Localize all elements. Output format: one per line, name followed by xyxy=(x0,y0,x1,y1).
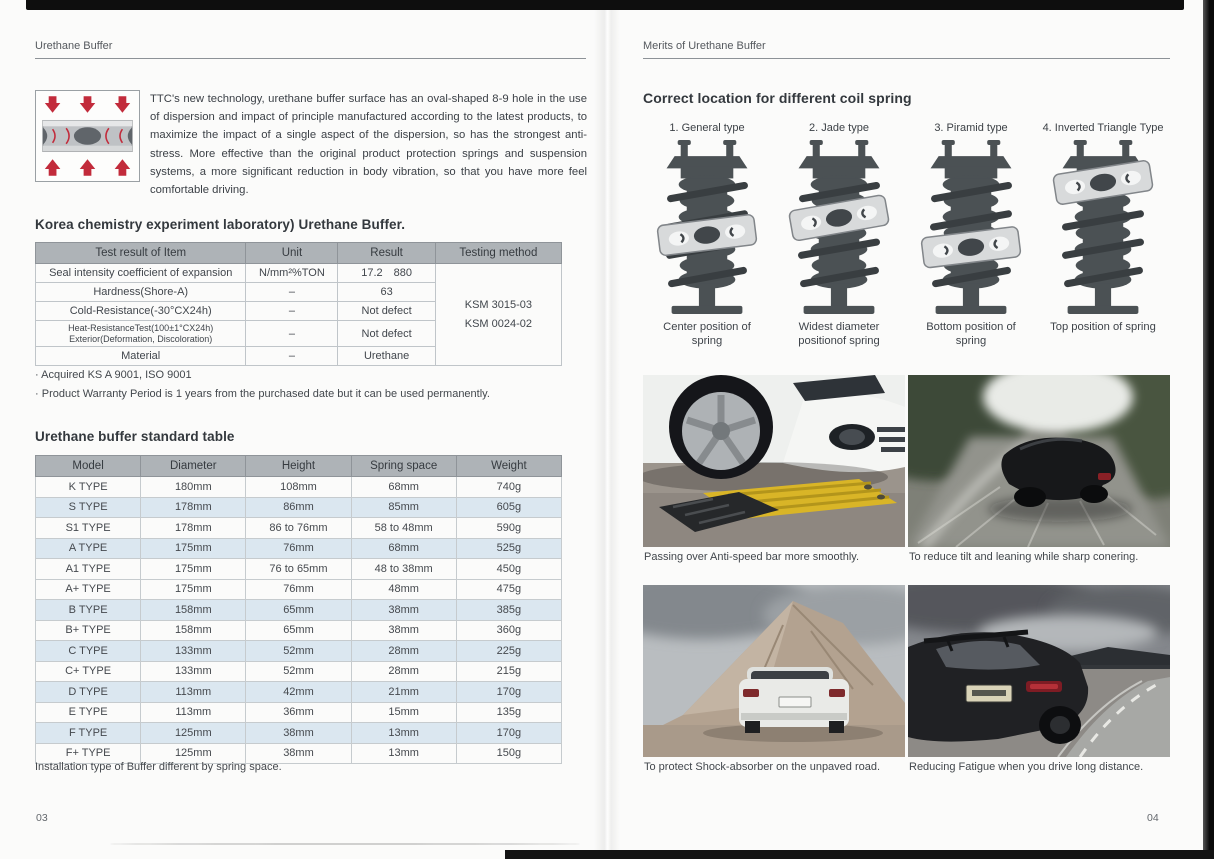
cell-diameter: 178mm xyxy=(141,518,246,539)
cell-height: 36mm xyxy=(246,702,351,723)
cell-diameter: 125mm xyxy=(141,723,246,744)
cell-model: S1 TYPE xyxy=(36,518,141,539)
table-row xyxy=(36,518,562,539)
spring-type-jade xyxy=(773,122,905,348)
photo-cell-speed-bump xyxy=(643,375,905,585)
photo-unpaved-road xyxy=(643,585,905,757)
cell-spring-space: 15mm xyxy=(351,702,456,723)
cell-height: 52mm xyxy=(246,641,351,662)
cell-spring-space: 85mm xyxy=(351,497,456,518)
page-number-left: 03 xyxy=(36,812,48,824)
table-row xyxy=(36,702,562,723)
cell-model: F TYPE xyxy=(36,723,141,744)
cell-model: A TYPE xyxy=(36,538,141,559)
photo-caption: To protect Shock-absorber on the unpaved road. xyxy=(644,761,881,773)
cell-diameter: 158mm xyxy=(141,600,246,621)
cell-spring-space: 38mm xyxy=(351,620,456,641)
table-row xyxy=(36,477,562,498)
cell-diameter: 113mm xyxy=(141,702,246,723)
spring-type-caption: Center position of spring xyxy=(663,321,751,347)
table-row xyxy=(36,620,562,641)
cell-diameter: 178mm xyxy=(141,497,246,518)
coil-spring-section-title: Correct location for different coil spring xyxy=(643,90,912,106)
cell-weight: 740g xyxy=(456,477,561,498)
buffer-cross-section-icon xyxy=(39,94,136,178)
table-row xyxy=(36,723,562,744)
cell-unit: – xyxy=(246,347,338,366)
cell-result: Not defect xyxy=(338,321,435,347)
col-weight: Weight xyxy=(456,456,561,477)
cell-height: 86mm xyxy=(246,497,351,518)
cell-diameter: 133mm xyxy=(141,661,246,682)
cell-model: A1 TYPE xyxy=(36,559,141,580)
cell-weight: 590g xyxy=(456,518,561,539)
cell-height: 42mm xyxy=(246,682,351,703)
spring-type-caption: Widest diameter positionof spring xyxy=(798,321,880,347)
cell-unit: – xyxy=(246,283,338,302)
cell-model: C TYPE xyxy=(36,641,141,662)
cell-spring-space: 58 to 48mm xyxy=(351,518,456,539)
cell-spring-space: 68mm xyxy=(351,477,456,498)
cell-weight: 170g xyxy=(456,723,561,744)
spring-type-label: 2. Jade type xyxy=(809,122,869,134)
col-diameter: Diameter xyxy=(141,456,246,477)
cell-unit: N/mm²%TON xyxy=(246,264,338,283)
right-running-head: Merits of Urethane Buffer xyxy=(643,40,1170,59)
cell-height: 76mm xyxy=(246,579,351,600)
buffer-diagram xyxy=(35,90,140,182)
cell-model: D TYPE xyxy=(36,682,141,703)
spring-type-label: 3. Piramid type xyxy=(934,122,1008,134)
spring-jade-illustration xyxy=(778,140,900,318)
photo-cell-unpaved-road xyxy=(643,585,905,795)
cell-weight: 450g xyxy=(456,559,561,580)
cell-spring-space: 13mm xyxy=(351,743,456,764)
spring-type-caption: Bottom position of spring xyxy=(926,321,1016,347)
col-item: Test result of Item xyxy=(36,243,246,264)
table-row xyxy=(36,497,562,518)
col-model: Model xyxy=(36,456,141,477)
cell-model: E TYPE xyxy=(36,702,141,723)
table-header-row xyxy=(36,456,562,477)
spring-inverted-triangle-illustration xyxy=(1042,140,1164,318)
page-gutter xyxy=(594,10,620,850)
cell-weight: 135g xyxy=(456,702,561,723)
photo-cell-cornering xyxy=(908,375,1170,585)
cell-spring-space: 68mm xyxy=(351,538,456,559)
intro-block xyxy=(35,90,587,199)
spring-type-inverted-triangle xyxy=(1037,122,1169,348)
table-row xyxy=(36,682,562,703)
cell-item: Seal intensity coefficient of expansion xyxy=(36,264,246,283)
intro-paragraph: TTC's new technology, urethane buffer surface has an oval-shaped 8-9 hole in the use of dispersion and impact of principle manufactured according to the latest products, to maximize the impact of a single aspect of the dispersion, so has the strongest anti-stress. More effective than the original product protection springs and suspension systems, a more significant reduction in body vibration, so that you have more feel comfortable driving. xyxy=(150,93,587,197)
cell-weight: 215g xyxy=(456,661,561,682)
page-number-right: 04 xyxy=(1147,812,1159,824)
spring-general-illustration xyxy=(646,140,768,318)
table-header-row xyxy=(36,243,562,264)
cell-weight: 605g xyxy=(456,497,561,518)
photo-grid xyxy=(643,375,1170,795)
cell-diameter: 175mm xyxy=(141,538,246,559)
table-row xyxy=(36,661,562,682)
cell-spring-space: 28mm xyxy=(351,641,456,662)
table-row xyxy=(36,641,562,662)
table-row xyxy=(36,579,562,600)
cell-diameter: 180mm xyxy=(141,477,246,498)
cell-testing-method xyxy=(435,264,561,366)
cell-weight: 525g xyxy=(456,538,561,559)
cell-result: Not defect xyxy=(338,302,435,321)
cell-weight: 225g xyxy=(456,641,561,662)
col-unit: Unit xyxy=(246,243,338,264)
spring-type-label: 1. General type xyxy=(669,122,745,134)
cell-item: Hardness(Shore-A) xyxy=(36,283,246,302)
cell-height: 65mm xyxy=(246,620,351,641)
cell-spring-space: 13mm xyxy=(351,723,456,744)
table-row xyxy=(36,264,562,283)
cell-height: 76mm xyxy=(246,538,351,559)
cell-diameter: 113mm xyxy=(141,682,246,703)
cell-model: B+ TYPE xyxy=(36,620,141,641)
col-result: Result xyxy=(338,243,435,264)
cell-result: Urethane xyxy=(338,347,435,366)
photo-speed-bump xyxy=(643,375,905,547)
photo-caption: Passing over Anti-speed bar more smoothly. xyxy=(644,551,860,563)
cell-spring-space: 38mm xyxy=(351,600,456,621)
cell-spring-space: 48 to 38mm xyxy=(351,559,456,580)
spring-type-piramid xyxy=(905,122,1037,348)
lab-section-title: Korea chemistry experiment laboratory) Urethane Buffer. xyxy=(35,217,406,232)
testing-method-line: KSM 3015-03 xyxy=(464,298,532,311)
cell-spring-space: 21mm xyxy=(351,682,456,703)
cell-model: K TYPE xyxy=(36,477,141,498)
cell-spring-space: 48mm xyxy=(351,579,456,600)
cell-diameter: 158mm xyxy=(141,620,246,641)
spring-type-caption: Top position of spring xyxy=(1050,321,1156,333)
cell-diameter: 175mm xyxy=(141,579,246,600)
cell-model: A+ TYPE xyxy=(36,579,141,600)
cell-height: 38mm xyxy=(246,723,351,744)
cell-model: F+ TYPE xyxy=(36,743,141,764)
cell-item xyxy=(36,321,246,347)
left-running-head: Urethane Buffer xyxy=(35,40,586,59)
cell-height: 65mm xyxy=(246,600,351,621)
standard-table xyxy=(35,455,562,764)
cell-weight: 475g xyxy=(456,579,561,600)
scan-top-edge xyxy=(26,0,1184,10)
table-row xyxy=(36,538,562,559)
cell-model: B TYPE xyxy=(36,600,141,621)
photo-cell-long-distance xyxy=(908,585,1170,795)
cell-result: 63 xyxy=(338,283,435,302)
scan-right-edge xyxy=(1203,0,1214,859)
cell-item: Cold-Resistance(-30°CX24h) xyxy=(36,302,246,321)
cell-diameter: 125mm xyxy=(141,743,246,764)
photo-caption: Reducing Fatigue when you drive long distance. xyxy=(909,761,1144,773)
cell-weight: 360g xyxy=(456,620,561,641)
cell-diameter: 175mm xyxy=(141,559,246,580)
col-height: Height xyxy=(246,456,351,477)
cell-weight: 150g xyxy=(456,743,561,764)
scan-bottom-edge xyxy=(505,850,1214,859)
notes-list xyxy=(35,366,587,404)
cell-spring-space: 28mm xyxy=(351,661,456,682)
cell-model: C+ TYPE xyxy=(36,661,141,682)
col-spring-space: Spring space xyxy=(351,456,456,477)
testing-method-line: KSM 0024-02 xyxy=(464,317,532,330)
spring-type-label: 4. Inverted Triangle Type xyxy=(1042,122,1164,134)
cell-item-line1: Heat-ResistanceTest(100±1°CX24h) xyxy=(68,323,214,333)
cell-weight: 170g xyxy=(456,682,561,703)
cell-height: 38mm xyxy=(246,743,351,764)
standard-table-title: Urethane buffer standard table xyxy=(35,429,235,444)
note-item: · Product Warranty Period is 1 years from the purchased date but it can be used permanently. xyxy=(35,385,587,404)
cell-height: 76 to 65mm xyxy=(246,559,351,580)
cell-height: 52mm xyxy=(246,661,351,682)
page-bottom-shadow xyxy=(110,843,580,845)
lab-results-table xyxy=(35,242,562,366)
cell-height: 86 to 76mm xyxy=(246,518,351,539)
cell-unit: – xyxy=(246,302,338,321)
table-row xyxy=(36,559,562,580)
note-item: · Acquired KS A 9001, ISO 9001 xyxy=(35,366,587,385)
cell-unit: – xyxy=(246,321,338,347)
cell-height: 108mm xyxy=(246,477,351,498)
cell-model: S TYPE xyxy=(36,497,141,518)
col-testing-method: Testing method xyxy=(435,243,561,264)
photo-caption: To reduce tilt and leaning while sharp conering. xyxy=(909,551,1139,563)
spring-piramid-illustration xyxy=(910,140,1032,318)
spring-type-row xyxy=(641,122,1171,348)
photo-long-distance xyxy=(908,585,1170,757)
table-footnote: Installation type of Buffer different by spring space. xyxy=(35,761,282,773)
cell-result: 17.2 880 xyxy=(338,264,435,283)
table-row xyxy=(36,600,562,621)
photo-cornering xyxy=(908,375,1170,547)
cell-weight: 385g xyxy=(456,600,561,621)
cell-item-line2: Exterior(Deformation, Discoloration) xyxy=(69,333,213,344)
spring-type-general xyxy=(641,122,773,348)
cell-diameter: 133mm xyxy=(141,641,246,662)
cell-item: Material xyxy=(36,347,246,366)
